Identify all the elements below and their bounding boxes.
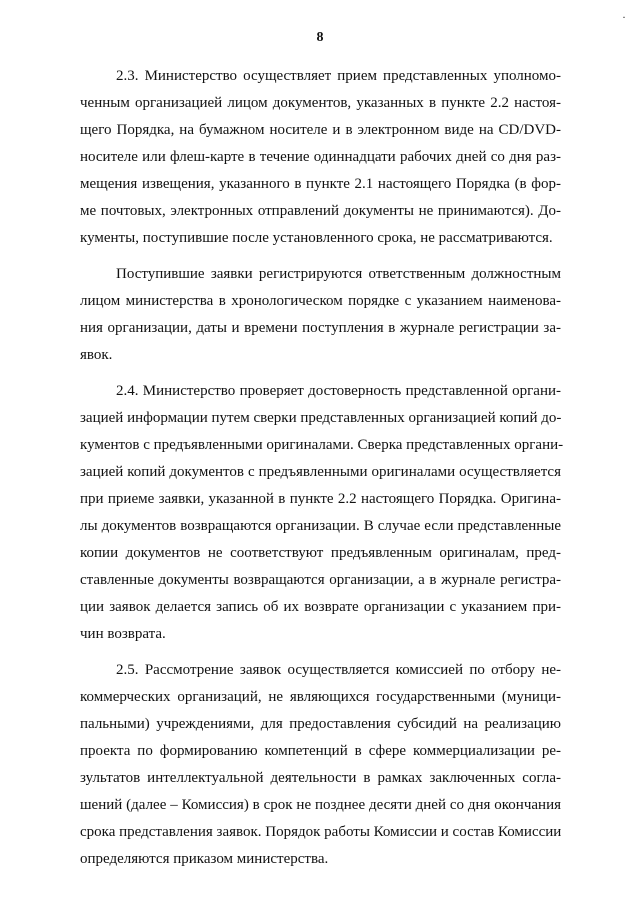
text-line: коммерческих организаций, не являющихся государственными (муници- [80,689,561,705]
text-line: при приеме заявки, указанной в пункте 2.2 настоящего Порядка. Оригина- [80,491,561,507]
text-line: ния организации, даты и времени поступления в журнале регистрации за- [80,320,561,336]
text-line: ции заявок делается запись об их возврате организации с указанием при- [80,599,561,615]
text-line: 2.4. Министерство проверяет достоверность представленной органи- [116,383,561,399]
paragraph-2-5 [80,657,561,873]
scan-mark: · [622,10,626,24]
text-line: Поступившие заявки регистрируются ответственным должностным [116,266,561,282]
paragraph-registration [80,261,561,369]
text-line: 2.3. Министерство осуществляет прием представленных уполномо- [116,68,561,84]
text-line: 2.5. Рассмотрение заявок осуществляется комиссией по отбору не- [116,662,561,678]
text-line: зацией информации путем сверки представленных организацией копий до- [80,410,562,426]
text-line: ставленные документы возвращаются организации, а в журнале регистра- [80,572,561,588]
text-line: чин возврата. [80,626,166,642]
page-number: 8 [316,30,324,45]
text-line: проекта по формированию компетенций в сфере коммерциализации ре- [80,743,561,759]
text-line: ме почтовых, электронных отправлений документы не принимаются). До- [80,203,561,219]
document-body [80,63,564,873]
text-line: срока представления заявок. Порядок работы Комиссии и состав Комиссии [80,824,562,840]
paragraph-2-3 [80,63,561,252]
text-line: копии документов не соответствуют предъявленным оригиналам, пред- [80,545,561,561]
text-line: мещения извещения, указанного в пункте 2.1 настоящего Порядка (в фор- [80,176,561,192]
text-line: зацией копий документов с предъявленными оригиналами осуществляется [80,464,561,480]
paragraph-2-4 [80,378,564,648]
text-line: ченным организацией лицом документов, указанных в пункте 2.2 настоя- [80,95,561,111]
text-line: шений (далее – Комиссия) в срок не позднее десяти дней со дня окончания [80,797,561,813]
text-line: щего Порядка, на бумажном носителе и в электронном виде на CD/DVD- [80,122,561,138]
text-line: лицом министерства в хронологическом порядке с указанием наименова- [80,293,561,309]
text-line: пальными) учреждениями, для предоставления субсидий на реализацию [80,716,561,732]
text-line: определяются приказом министерства. [80,851,329,867]
text-line: зультатов интеллектуальной деятельности в рамках заключенных согла- [80,770,561,786]
text-line: кументов с предъявленными оригиналами. Сверка представленных органи- [80,437,564,453]
text-line: кументы, поступившие после установленного срока, не рассматриваются. [80,230,553,246]
text-line: носителе или флеш-карте в течение одиннадцати рабочих дней со дня раз- [80,149,561,165]
text-line: явок. [80,347,113,363]
text-line: лы документов возвращаются организации. В случае если представленные [80,518,561,534]
